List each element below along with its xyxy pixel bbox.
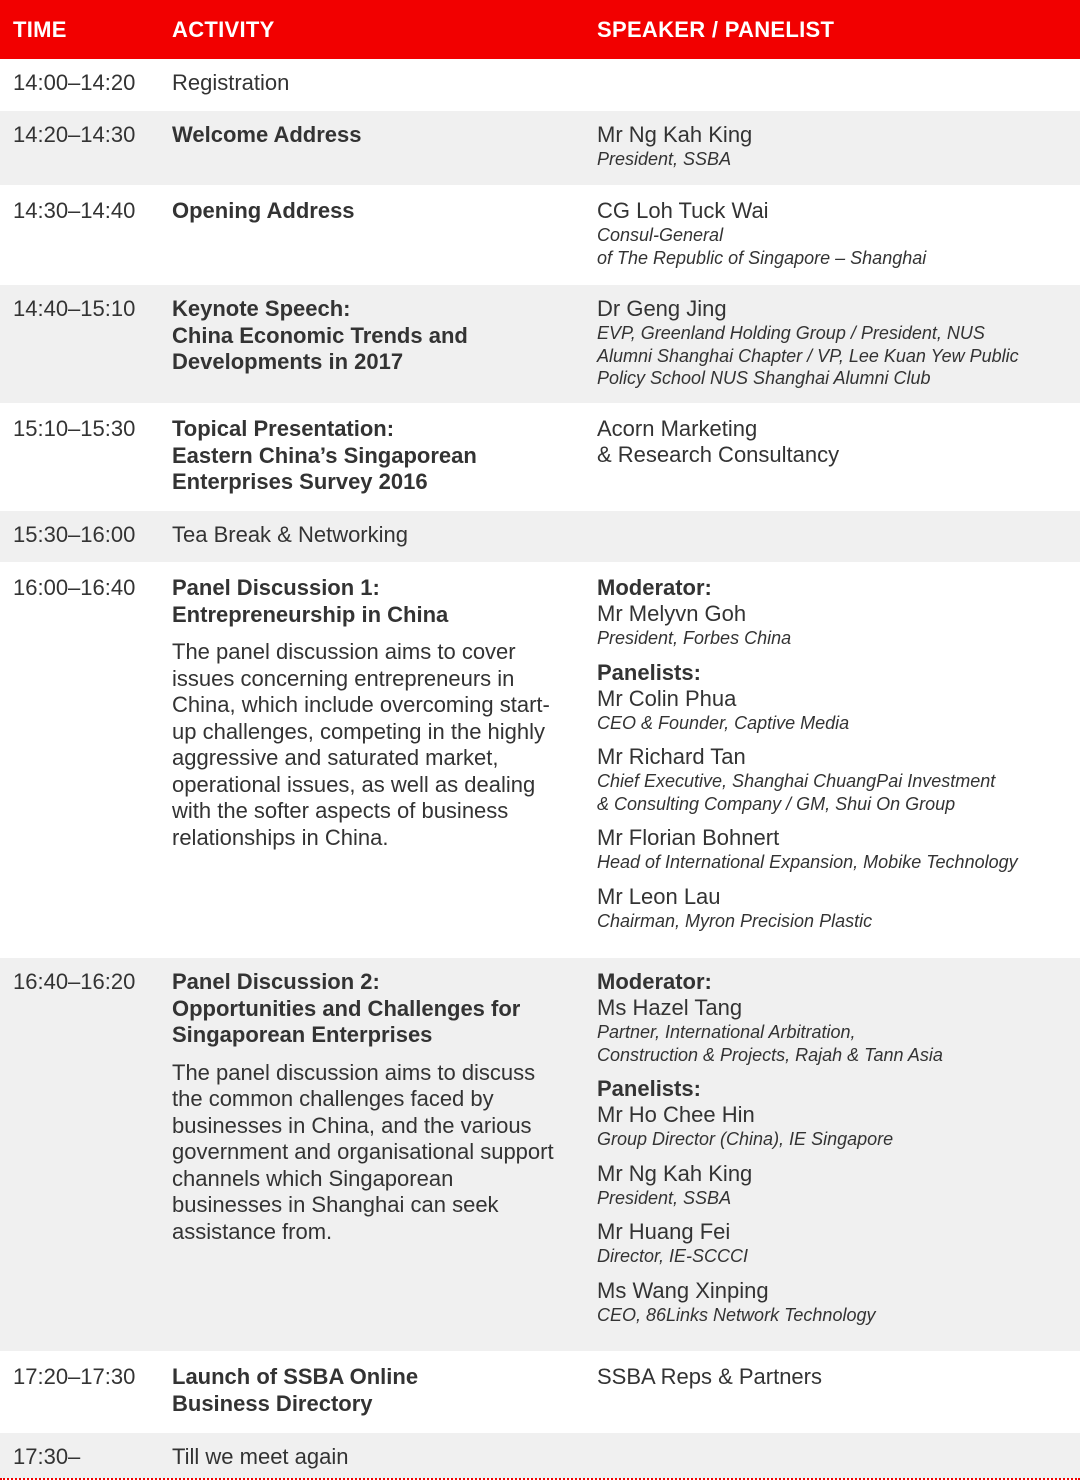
row-activity: Welcome Address bbox=[172, 122, 362, 147]
activity-title: Eastern China’s Singaporean bbox=[172, 442, 477, 468]
description-line: channels which Singaporean bbox=[172, 1165, 454, 1191]
speaker-role: Policy School NUS Shanghai Alumni Club bbox=[597, 368, 931, 388]
header-time: TIME bbox=[13, 16, 67, 42]
row-time: 14:00–14:20 bbox=[13, 70, 136, 95]
speaker-name: Mr Leon Lau bbox=[597, 883, 721, 909]
row-time: 14:40–15:10 bbox=[13, 296, 136, 321]
panelist bbox=[597, 825, 1080, 874]
speaker-name: CG Loh Tuck Wai bbox=[597, 198, 769, 223]
description-line: The panel discussion aims to cover bbox=[172, 639, 516, 664]
speaker-role: Chief Executive, Shanghai ChuangPai Investment bbox=[597, 771, 996, 791]
speaker-role: & Consulting Company / GM, Shui On Group bbox=[597, 793, 956, 814]
panelist bbox=[597, 1278, 1080, 1327]
bottom-divider bbox=[0, 1478, 1080, 1480]
row-time: 16:00–16:40 bbox=[13, 575, 136, 600]
speaker-name: Mr Ng Kah King bbox=[597, 122, 753, 147]
panelist bbox=[597, 1219, 1080, 1268]
row-activity: Registration bbox=[172, 70, 290, 95]
moderator-label: Moderator: bbox=[597, 575, 712, 600]
row-speaker bbox=[585, 285, 1080, 403]
table-row bbox=[0, 564, 1080, 958]
row-activity bbox=[160, 564, 585, 956]
panelists-label: Panelists: bbox=[597, 1076, 701, 1101]
table-row bbox=[0, 1353, 1080, 1433]
row-activity bbox=[160, 285, 585, 403]
row-speaker bbox=[585, 564, 1080, 956]
speaker-name: Ms Hazel Tang bbox=[597, 995, 743, 1020]
speaker-name: SSBA Reps & Partners bbox=[597, 1364, 822, 1389]
speaker-role: President, SSBA bbox=[597, 149, 732, 169]
description-line: The panel discussion aims to discuss bbox=[172, 1059, 536, 1085]
description-line: with the softer aspects of business bbox=[172, 798, 509, 823]
speaker-name: Mr Florian Bohnert bbox=[597, 825, 780, 850]
row-time: 15:30–16:00 bbox=[13, 522, 136, 547]
header-speaker: SPEAKER / PANELIST bbox=[597, 16, 835, 42]
description-line: businesses in China, and the various bbox=[172, 1112, 532, 1138]
speaker-role: Alumni Shanghai Chapter / VP, Lee Kuan Yew Public bbox=[597, 345, 1019, 366]
speaker-role: President, Forbes China bbox=[597, 628, 792, 648]
speaker-name: & Research Consultancy bbox=[597, 442, 840, 467]
row-speaker bbox=[585, 187, 1080, 283]
activity-title: Singaporean Enterprises bbox=[172, 1022, 433, 1047]
row-time: 14:30–14:40 bbox=[13, 198, 136, 223]
table-row bbox=[0, 111, 1080, 187]
activity-title: Entrepreneurship in China bbox=[172, 601, 449, 627]
row-activity: Till we meet again bbox=[172, 1444, 349, 1469]
row-time: 15:10–15:30 bbox=[13, 416, 136, 441]
speaker-role: EVP, Greenland Holding Group / President, NUS bbox=[597, 323, 985, 343]
row-time: 14:20–14:30 bbox=[13, 122, 136, 147]
activity-title: Panel Discussion 1: bbox=[172, 575, 380, 600]
speaker-role: Head of International Expansion, Mobike Technology bbox=[597, 852, 1018, 872]
speaker-name: Mr Ho Chee Hin bbox=[597, 1102, 755, 1127]
table-row bbox=[0, 187, 1080, 285]
activity-title: Opportunities and Challenges for bbox=[172, 995, 521, 1021]
speaker-name: Mr Colin Phua bbox=[597, 685, 737, 711]
speaker-name: Mr Richard Tan bbox=[597, 744, 746, 769]
speaker-name: Dr Geng Jing bbox=[597, 296, 727, 321]
speaker-name: Mr Huang Fei bbox=[597, 1219, 731, 1244]
panelist bbox=[597, 686, 1080, 735]
description-line: up challenges, competing in the highly bbox=[172, 718, 546, 744]
row-time: 17:30– bbox=[13, 1444, 81, 1469]
speaker-role: Partner, International Arbitration, bbox=[597, 1022, 856, 1042]
speaker-role: CEO & Founder, Captive Media bbox=[597, 712, 850, 733]
row-speaker bbox=[585, 1353, 1080, 1431]
row-activity bbox=[160, 1353, 585, 1431]
panelist bbox=[597, 884, 1080, 933]
moderator-group bbox=[597, 575, 1080, 650]
row-speaker bbox=[585, 405, 1080, 509]
description-line: China, which include overcoming start- bbox=[172, 692, 550, 717]
speaker-role: Construction & Projects, Rajah & Tann Asia bbox=[597, 1044, 943, 1065]
activity-title: Keynote Speech: bbox=[172, 296, 351, 321]
table-row bbox=[0, 285, 1080, 405]
description-line: aggressive and saturated market, bbox=[172, 745, 499, 770]
speaker-name: Acorn Marketing bbox=[597, 416, 758, 441]
description-line: issues concerning entrepreneurs in bbox=[172, 665, 515, 691]
panelist bbox=[597, 1102, 1080, 1151]
speaker-role: CEO, 86Links Network Technology bbox=[597, 1304, 876, 1325]
table-row bbox=[0, 958, 1080, 1353]
row-time: 17:20–17:30 bbox=[13, 1364, 136, 1389]
description-line: government and organisational support bbox=[172, 1139, 554, 1164]
activity-title: Launch of SSBA Online bbox=[172, 1364, 419, 1389]
description-line: assistance from. bbox=[172, 1218, 333, 1244]
description-line: businesses in Shanghai can seek bbox=[172, 1192, 499, 1217]
table-header bbox=[0, 0, 1080, 59]
speaker-role: of The Republic of Singapore – Shanghai bbox=[597, 247, 927, 268]
row-speaker bbox=[585, 1433, 1080, 1479]
activity-title: Panel Discussion 2: bbox=[172, 969, 380, 994]
speaker-name: Mr Melyvn Goh bbox=[597, 601, 747, 626]
speaker-role: Director, IE-SCCCI bbox=[597, 1246, 749, 1266]
moderator-label: Moderator: bbox=[597, 969, 712, 994]
speaker-name: Ms Wang Xinping bbox=[597, 1277, 769, 1303]
row-speaker bbox=[585, 59, 1080, 109]
table-row bbox=[0, 59, 1080, 111]
description-line: relationships in China. bbox=[172, 824, 389, 850]
table-row bbox=[0, 405, 1080, 511]
table-row bbox=[0, 511, 1080, 564]
speaker-role: Chairman, Myron Precision Plastic bbox=[597, 910, 873, 931]
row-activity: Opening Address bbox=[172, 198, 355, 223]
table-row bbox=[0, 1433, 1080, 1481]
row-activity: Tea Break & Networking bbox=[172, 522, 408, 547]
activity-title: Topical Presentation: bbox=[172, 416, 395, 441]
row-speaker bbox=[585, 111, 1080, 185]
activity-title: Business Directory bbox=[172, 1390, 373, 1416]
speaker-role: Consul-General bbox=[597, 225, 724, 245]
header-activity: ACTIVITY bbox=[172, 16, 275, 42]
row-speaker bbox=[585, 958, 1080, 1351]
moderator-group bbox=[597, 969, 1080, 1066]
activity-description bbox=[172, 639, 585, 851]
panelist bbox=[597, 744, 1080, 815]
description-line: operational issues, as well as dealing bbox=[172, 771, 536, 797]
panelists-label: Panelists: bbox=[597, 659, 701, 685]
row-speaker bbox=[585, 511, 1080, 562]
description-line: the common challenges faced by bbox=[172, 1086, 494, 1111]
row-activity bbox=[160, 405, 585, 509]
row-time: 16:40–16:20 bbox=[13, 969, 136, 994]
row-activity bbox=[160, 958, 585, 1351]
activity-title: Enterprises Survey 2016 bbox=[172, 469, 428, 494]
activity-title: Developments in 2017 bbox=[172, 349, 404, 374]
panelist bbox=[597, 1161, 1080, 1210]
activity-description bbox=[172, 1060, 585, 1246]
speaker-name: Mr Ng Kah King bbox=[597, 1160, 753, 1186]
activity-title: China Economic Trends and bbox=[172, 322, 468, 348]
speaker-role: President, SSBA bbox=[597, 1187, 732, 1208]
speaker-role: Group Director (China), IE Singapore bbox=[597, 1129, 894, 1149]
